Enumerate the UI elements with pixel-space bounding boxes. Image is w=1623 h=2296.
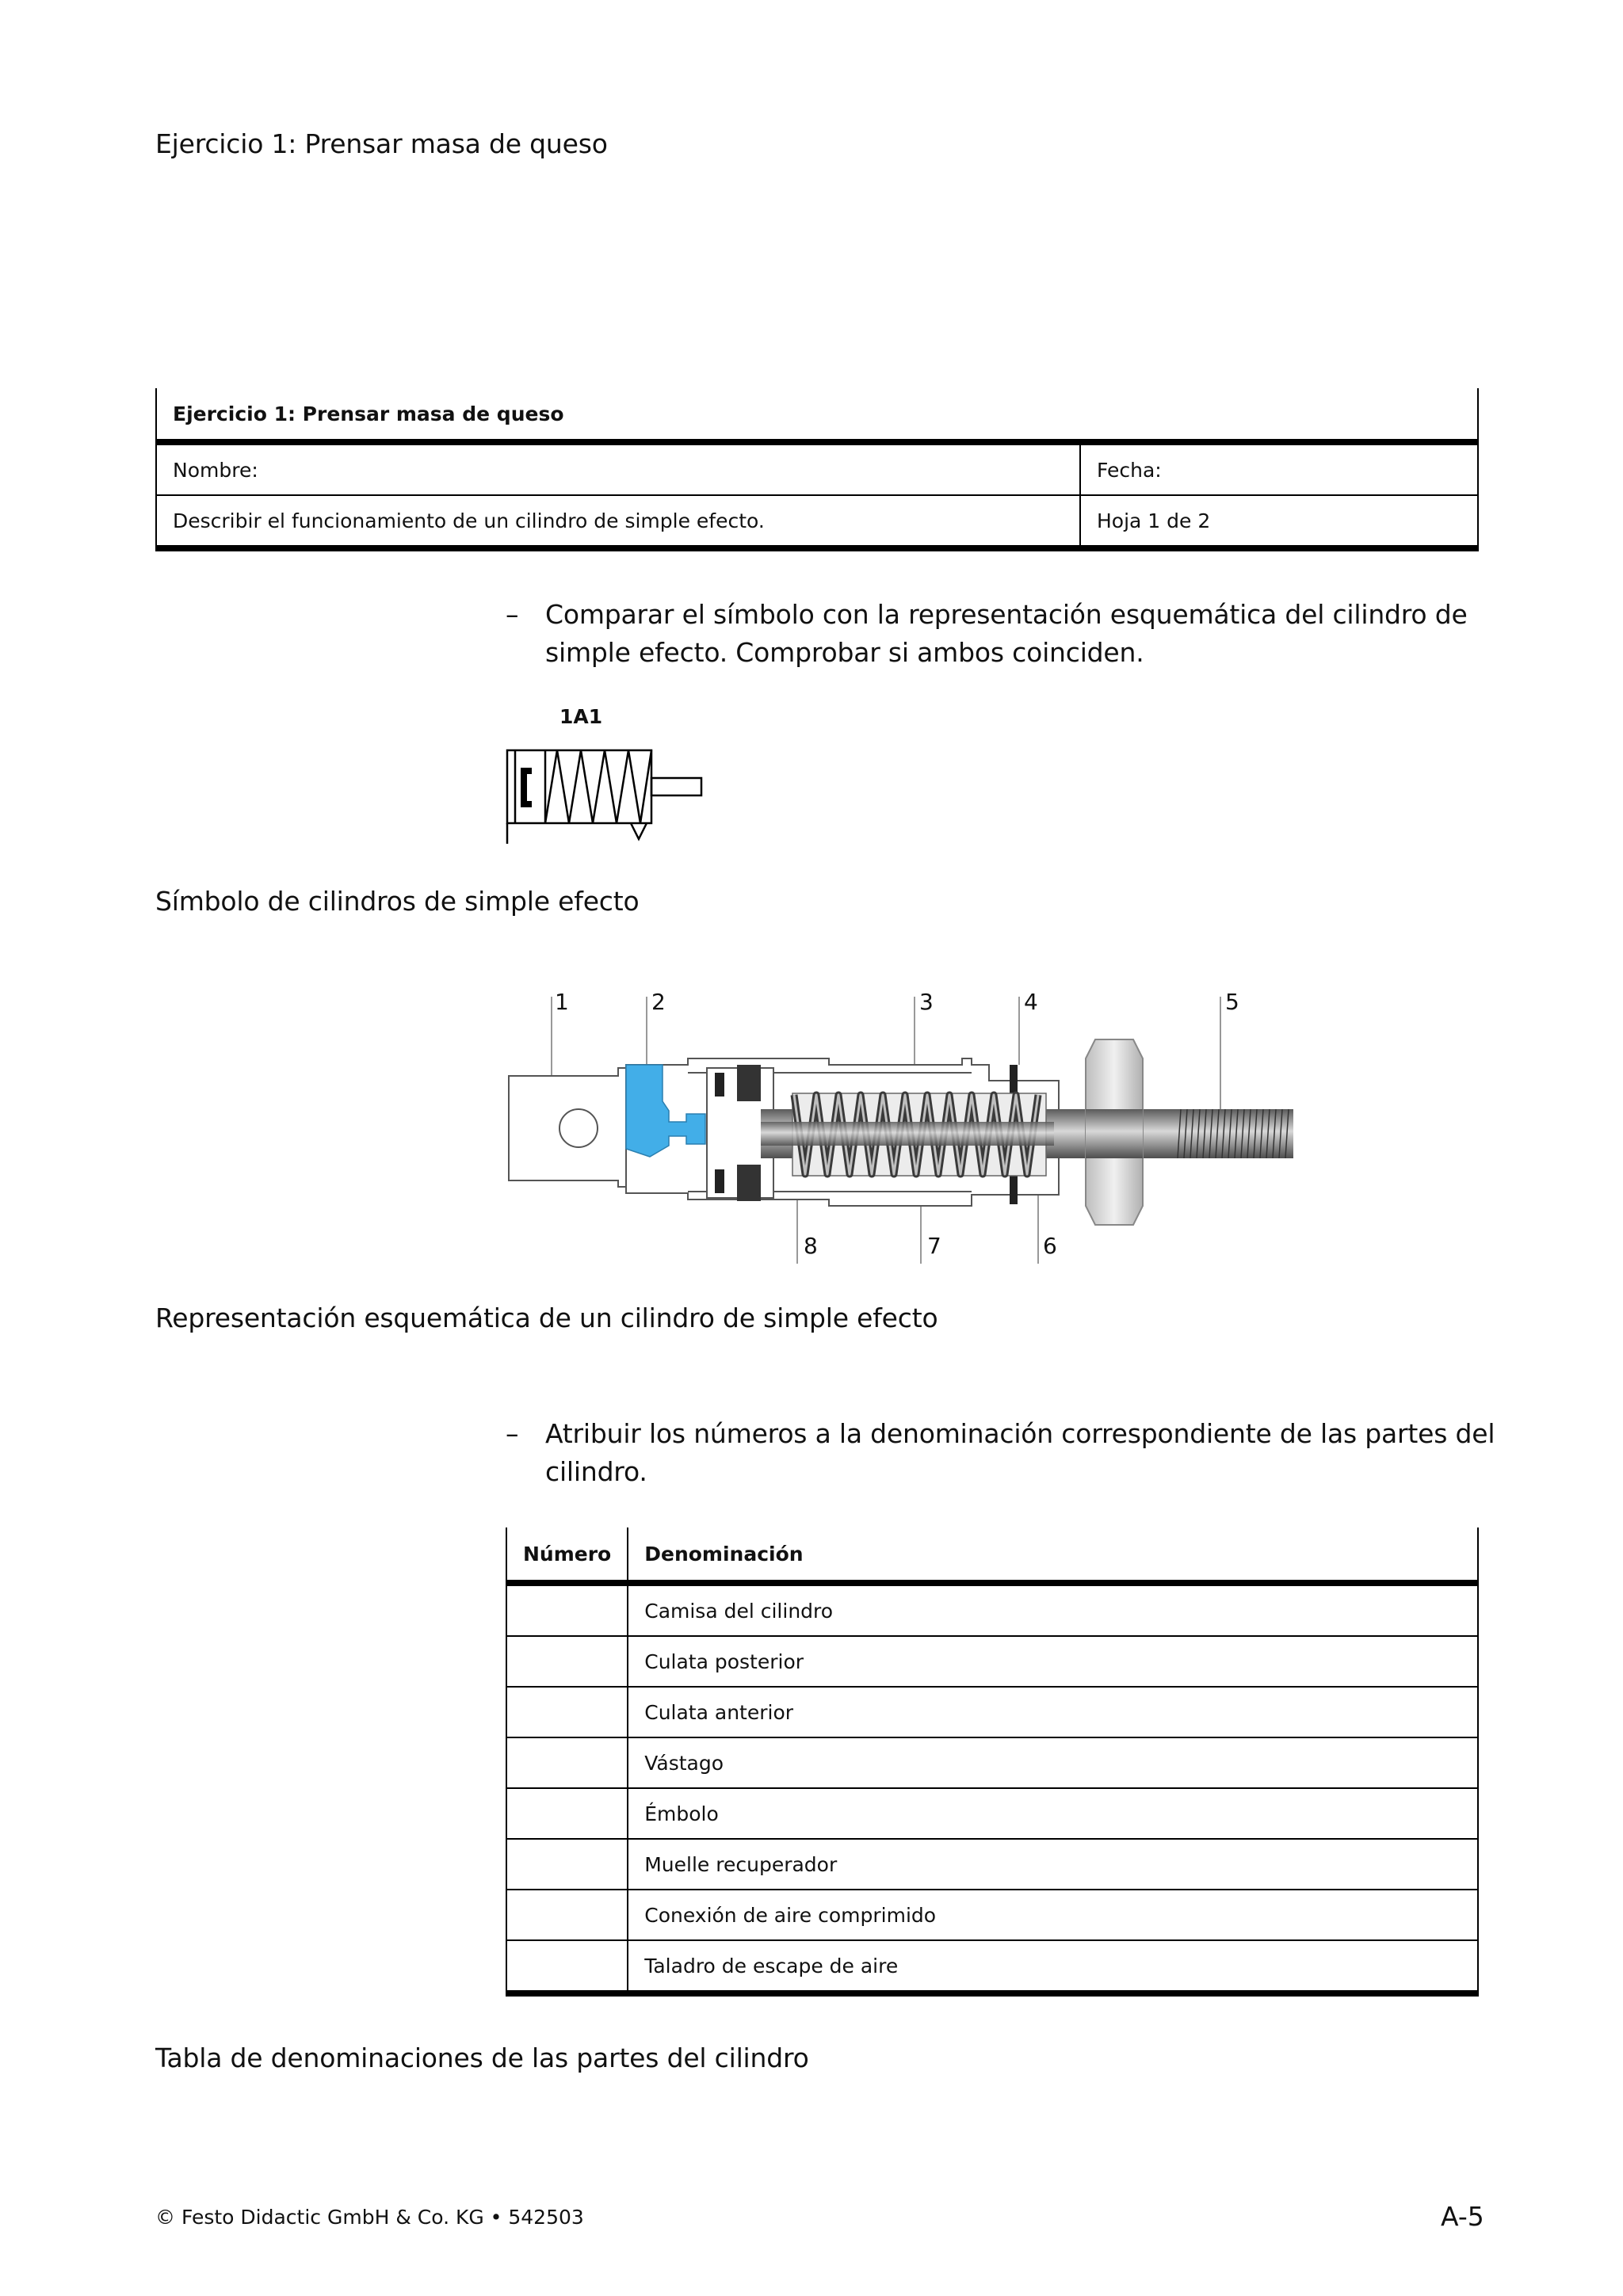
instruction-assign <box>506 1415 1496 1494</box>
table-row <box>506 1636 1478 1687</box>
instruction-text: Atribuir los números a la denominación correspondiente de las partes del cilindro. <box>545 1418 1495 1487</box>
table-row <box>506 1839 1478 1890</box>
footer-copyright: © Festo Didactic GmbH & Co. KG • 542503 <box>155 2206 584 2229</box>
table-row <box>506 1737 1478 1788</box>
exercise-header-table <box>155 388 1479 551</box>
table-row <box>506 1890 1478 1940</box>
table-caption: Tabla de denominaciones de las partes del cilindro <box>155 2042 809 2073</box>
part-label-5: 5 <box>1225 989 1239 1015</box>
name-cell: Émbolo <box>628 1788 1478 1839</box>
col-header-number: Número <box>506 1527 628 1583</box>
page-number: A-5 <box>1441 2201 1484 2232</box>
sheet-number: Hoja 1 de 2 <box>1080 495 1478 548</box>
name-cell: Culata posterior <box>628 1636 1478 1687</box>
single-acting-cylinder-symbol <box>499 741 705 848</box>
exercise-title: Ejercicio 1: Prensar masa de queso <box>156 388 1478 442</box>
part-label-8: 8 <box>804 1233 818 1259</box>
instruction-text: Comparar el símbolo con la representación esquemática del cilindro de simple efecto. Comprobar si ambos coinciden. <box>545 599 1468 668</box>
running-title: Ejercicio 1: Prensar masa de queso <box>155 128 608 159</box>
table-row <box>506 1940 1478 1993</box>
symbol-tag: 1A1 <box>559 705 603 728</box>
table-row <box>506 1788 1478 1839</box>
number-cell[interactable] <box>506 1636 628 1687</box>
table-row <box>506 1687 1478 1737</box>
part-label-6: 6 <box>1043 1233 1057 1259</box>
task-description: Describir el funcionamiento de un cilindro de simple efecto. <box>156 495 1080 548</box>
cylinder-schematic <box>499 982 1308 1276</box>
number-cell[interactable] <box>506 1839 628 1890</box>
part-label-1: 1 <box>555 989 569 1015</box>
number-cell[interactable] <box>506 1583 628 1636</box>
number-cell[interactable] <box>506 1788 628 1839</box>
name-cell: Taladro de escape de aire <box>628 1940 1478 1993</box>
name-cell: Camisa del cilindro <box>628 1583 1478 1636</box>
number-cell[interactable] <box>506 1737 628 1788</box>
instruction-compare <box>506 596 1496 675</box>
name-cell: Muelle recuperador <box>628 1839 1478 1890</box>
table-row <box>506 1583 1478 1636</box>
col-header-name: Denominación <box>628 1527 1478 1583</box>
number-cell[interactable] <box>506 1890 628 1940</box>
name-cell: Vástago <box>628 1737 1478 1788</box>
part-label-2: 2 <box>651 989 666 1015</box>
number-cell[interactable] <box>506 1940 628 1993</box>
name-cell: Conexión de aire comprimido <box>628 1890 1478 1940</box>
name-cell: Culata anterior <box>628 1687 1478 1737</box>
part-label-7: 7 <box>927 1233 941 1259</box>
name-field-label: Nombre: <box>156 442 1080 495</box>
part-label-4: 4 <box>1024 989 1038 1015</box>
bullet-dash: – <box>506 599 519 630</box>
part-label-3: 3 <box>919 989 934 1015</box>
symbol-caption: Símbolo de cilindros de simple efecto <box>155 886 640 917</box>
bullet-dash: – <box>506 1418 519 1449</box>
schematic-caption: Representación esquemática de un cilindro de simple efecto <box>155 1302 938 1333</box>
date-field-label: Fecha: <box>1080 442 1478 495</box>
number-cell[interactable] <box>506 1687 628 1737</box>
parts-table <box>506 1527 1479 1997</box>
